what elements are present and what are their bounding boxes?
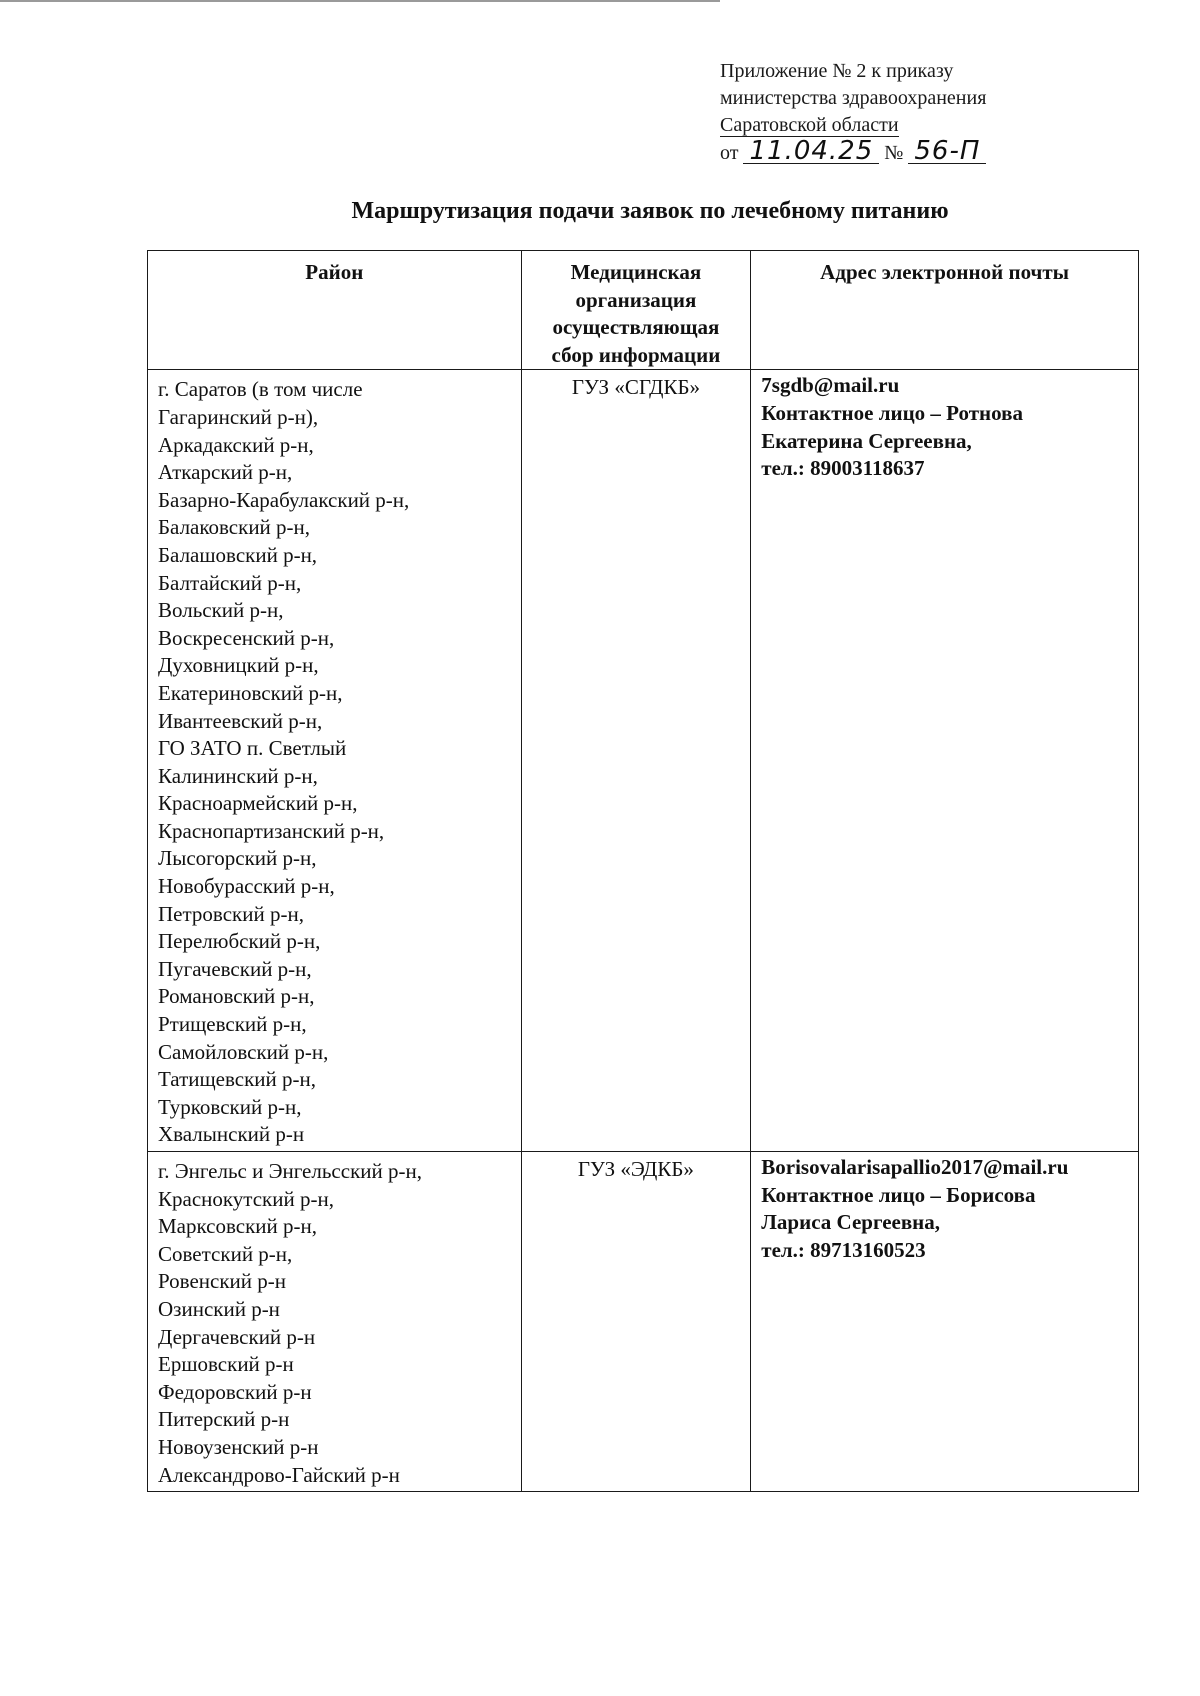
email-address: Borisovalarisapallio2017@mail.ru [761,1155,1069,1179]
district-item: Ершовский р-н [158,1352,294,1377]
organization-cell: ГУЗ «ЭДКБ» [521,1152,751,1492]
district-item: Пугачевский р-н, [158,956,312,981]
header-org-line: организация [575,287,697,312]
header-organization [521,251,751,370]
district-item: Хвалынский р-н [158,1122,305,1147]
district-item: Вольский р-н, [158,598,284,623]
district-item: Воскресенский р-н, [158,625,335,650]
district-item: Краснокутский р-н, [158,1186,334,1211]
district-item: Духовницкий р-н, [158,653,319,678]
district-item: Самойловский р-н, [158,1039,329,1064]
document-title: Маршрутизация подачи заявок по лечебному питанию [351,198,949,224]
appendix-line-3 [720,112,986,139]
header-email: Адрес электронной почты [751,251,1139,370]
district-item: Александрово-Гайский р-н [158,1462,400,1487]
district-item: Балаковский р-н, [158,515,311,540]
organization-cell: ГУЗ «СГДКБ» [521,370,751,1152]
district-item: Петровский р-н, [158,901,304,926]
district-item: г. Саратов (в том числе [158,377,363,402]
routing-table [147,250,1139,1492]
contact-person-line: Контактное лицо – Ротнова [761,400,1023,425]
header-org-line: сбор информации [551,342,721,367]
header-org-line: осуществляющая [552,315,720,340]
appendix-number-sign: № [884,142,904,164]
district-item: Дергачевский р-н [158,1324,316,1349]
district-item: Балтайский р-н, [158,570,302,595]
district-item: Ртищевский р-н, [158,1012,307,1037]
appendix-note [720,58,986,167]
district-item: Калининский р-н, [158,763,318,788]
district-item: Озинский р-н [158,1296,280,1321]
appendix-from-prefix: от [720,142,739,164]
email-contact-cell [751,370,1139,1152]
district-list-cell [148,370,522,1152]
district-list-cell [148,1152,522,1492]
email-address: 7sgdb@mail.ru [761,373,900,398]
table-row [148,370,1139,1152]
district-item: Гагаринский р-н), [158,404,319,429]
appendix-date-line [720,136,986,167]
district-item: г. Энгельс и Энгельсский р-н, [158,1159,422,1183]
appendix-line-1: Приложение № 2 к приказу [720,60,954,82]
district-item: ГО ЗАТО п. Светлый [158,736,347,761]
contact-person-name: Лариса Сергеевна, [761,1210,941,1235]
contact-person-name: Екатерина Сергеевна, [761,428,972,453]
contact-person-line: Контактное лицо – Борисова [761,1182,1036,1207]
header-district: Район [148,251,522,370]
district-item: Турковский р-н, [158,1094,302,1119]
district-item: Татищевский р-н, [158,1067,317,1092]
district-item: Советский р-н, [158,1241,293,1266]
appendix-line-3-text: Саратовской области [720,114,899,136]
header-org-line: Медицинская [570,260,702,284]
district-item: Новоузенский р-н [158,1434,319,1459]
district-item: Екатериновский р-н, [158,680,343,705]
district-item: Перелюбский р-н, [158,929,321,954]
email-contact-cell [751,1152,1139,1492]
district-item: Ивантеевский р-н, [158,708,323,733]
scan-edge-line [0,0,720,2]
appendix-line-2: министерства здравоохранения [720,87,987,109]
district-item: Балашовский р-н, [158,542,318,567]
district-item: Федоровский р-н [158,1379,312,1404]
appendix-number-handwritten: 56-П [908,139,986,164]
table-row [148,1152,1139,1492]
district-item: Аткарский р-н, [158,460,293,485]
district-item: Лысогорский р-н, [158,846,317,871]
table-header-row [148,251,1139,370]
district-item: Ровенский р-н [158,1269,286,1294]
contact-phone: тел.: 89713160523 [761,1237,926,1262]
district-item: Питерский р-н [158,1407,290,1432]
district-item: Красноармейский р-н, [158,791,358,816]
contact-phone: тел.: 89003118637 [761,456,925,481]
district-item: Аркадакский р-н, [158,432,314,457]
district-item: Марксовский р-н, [158,1214,318,1239]
district-item: Новобурасский р-н, [158,874,335,899]
district-item: Краснопартизанский р-н, [158,818,385,843]
appendix-date-handwritten: 11.04.25 [743,139,879,164]
district-item: Базарно-Карабулакский р-н, [158,487,410,512]
district-item: Романовский р-н, [158,984,315,1009]
